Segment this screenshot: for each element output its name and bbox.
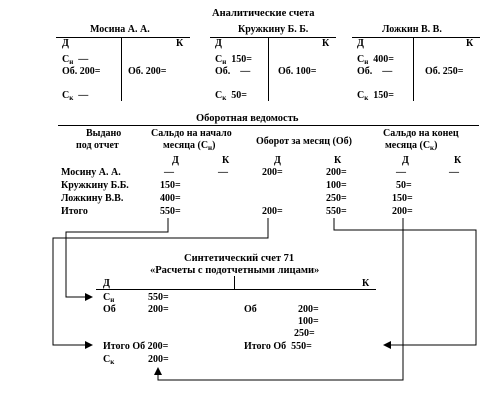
turnover-row-turn-k: 100= (326, 180, 347, 191)
turnover-total-name: Итого (61, 206, 88, 217)
account-lozhkin-name: Ложкин В. В. (382, 24, 442, 35)
turnover-opening-k: К (222, 155, 230, 166)
turnover-row-turn-d: 200= (262, 167, 283, 178)
synthetic-debit-label: Д (103, 278, 110, 289)
turnover-col-closing-1: Сальдо на конец (383, 128, 459, 139)
turnover-total-close-d: 200= (392, 206, 413, 217)
turnover-row-name: Кружкину Б.Б. (61, 180, 129, 191)
account-mosina-opening: $С_н$ — (62, 54, 89, 66)
account-kruzhkin-name: Кружкину Б. Б. (238, 24, 309, 35)
analytic-title: Аналитические счета (212, 8, 315, 19)
arrow-credit-turnover-to-synthetic (334, 218, 476, 345)
account-kruzhkin-credit-label: К (322, 38, 330, 49)
turnover-row-turn-k: 250= (326, 193, 347, 204)
turnover-closing-k: К (454, 155, 462, 166)
synthetic-credit-total: Итого Об 550= (244, 341, 312, 352)
turnover-col-opening-1: Сальдо на начало (151, 128, 232, 139)
account-mosina-credit-label: К (176, 38, 184, 49)
arrow-opening-to-synthetic (66, 218, 168, 297)
synthetic-credit-turnover-label: Об (244, 304, 257, 315)
synthetic-title-1: Синтетический счет 71 (184, 253, 295, 264)
turnover-col-closing-2: месяца $(С_к)$ (385, 140, 438, 152)
account-lozhkin-credit-label: К (466, 38, 474, 49)
turnover-row-open-k: — (218, 167, 228, 178)
turnover-col-turnover: Оборот за месяц (Об) (256, 136, 352, 147)
account-lozhkin-closing: $С_к$ 150= (357, 90, 394, 102)
turnover-row-close-d: 150= (392, 193, 413, 204)
turnover-row-close-d: — (396, 167, 406, 178)
synthetic-credit-label: К (362, 278, 370, 289)
account-mosina-debit-turnover: Об. 200= (62, 66, 101, 77)
turnover-turn-d: Д (274, 155, 281, 166)
synthetic-opening: $С_н$ (103, 292, 115, 304)
turnover-opening-d: Д (172, 155, 179, 166)
account-kruzhkin-debit-turnover: Об. — (215, 66, 251, 77)
synthetic-credit-turnover-value: 100= (298, 316, 319, 327)
synthetic-debit-turnover-value: 200= (148, 304, 169, 315)
account-kruzhkin-opening: $С_н$ 150= (215, 54, 252, 66)
turnover-row-name: Мосину А. А. (61, 167, 121, 178)
account-lozhkin-debit-turnover: Об. — (357, 66, 393, 77)
account-mosina-closing: $С_к$ — (62, 90, 89, 102)
synthetic-credit-turnover-value: 250= (294, 328, 315, 339)
turnover-total-turn-k: 550= (326, 206, 347, 217)
turnover-row-open-d: — (164, 167, 174, 178)
synthetic-credit-turnover-value: 200= (298, 304, 319, 315)
synthetic-closing: $С_к$ (103, 354, 115, 366)
account-lozhkin-debit-label: Д (357, 38, 364, 49)
synthetic-debit-turnover-label: Об (103, 304, 116, 315)
arrow-debit-turnover-to-synthetic (53, 218, 268, 345)
synthetic-closing-value: 200= (148, 354, 169, 365)
turnover-row-open-d: 150= (160, 180, 181, 191)
turnover-col-opening-2: месяца $(С_н)$ (163, 140, 216, 152)
turnover-row-name: Ложкину В.В. (61, 193, 124, 204)
account-kruzhkin-debit-label: Д (215, 38, 222, 49)
turnover-total-open-d: 550= (160, 206, 181, 217)
turnover-turn-k: К (334, 155, 342, 166)
synthetic-title-2: «Расчеты с подотчетными лицами» (150, 265, 320, 276)
account-kruzhkin-closing: $С_к$ 50= (215, 90, 247, 102)
turnover-closing-d: Д (402, 155, 409, 166)
synthetic-opening-value: 550= (148, 292, 169, 303)
turnover-row-close-d: 50= (396, 180, 412, 191)
account-mosina-debit-label: Д (62, 38, 69, 49)
account-mosina-credit-turnover: Об. 200= (128, 66, 167, 77)
account-mosina-name: Мосина А. А. (90, 24, 150, 35)
turnover-total-turn-d: 200= (262, 206, 283, 217)
turnover-row-turn-k: 200= (326, 167, 347, 178)
turnover-col-issued-2: под отчет (76, 140, 119, 151)
turnover-row-close-k: — (449, 167, 459, 178)
account-lozhkin-opening: $С_н$ 400= (357, 54, 394, 66)
turnover-row-open-d: 400= (160, 193, 181, 204)
turnover-col-issued-1: Выдано (86, 128, 122, 139)
account-kruzhkin-credit-turnover: Об. 100= (278, 66, 317, 77)
turnover-title: Оборотная ведомость (196, 113, 299, 124)
account-lozhkin-credit-turnover: Об. 250= (425, 66, 464, 77)
synthetic-debit-total: Итого Об 200= (103, 341, 169, 352)
arrow-closing-to-synthetic (158, 218, 403, 380)
